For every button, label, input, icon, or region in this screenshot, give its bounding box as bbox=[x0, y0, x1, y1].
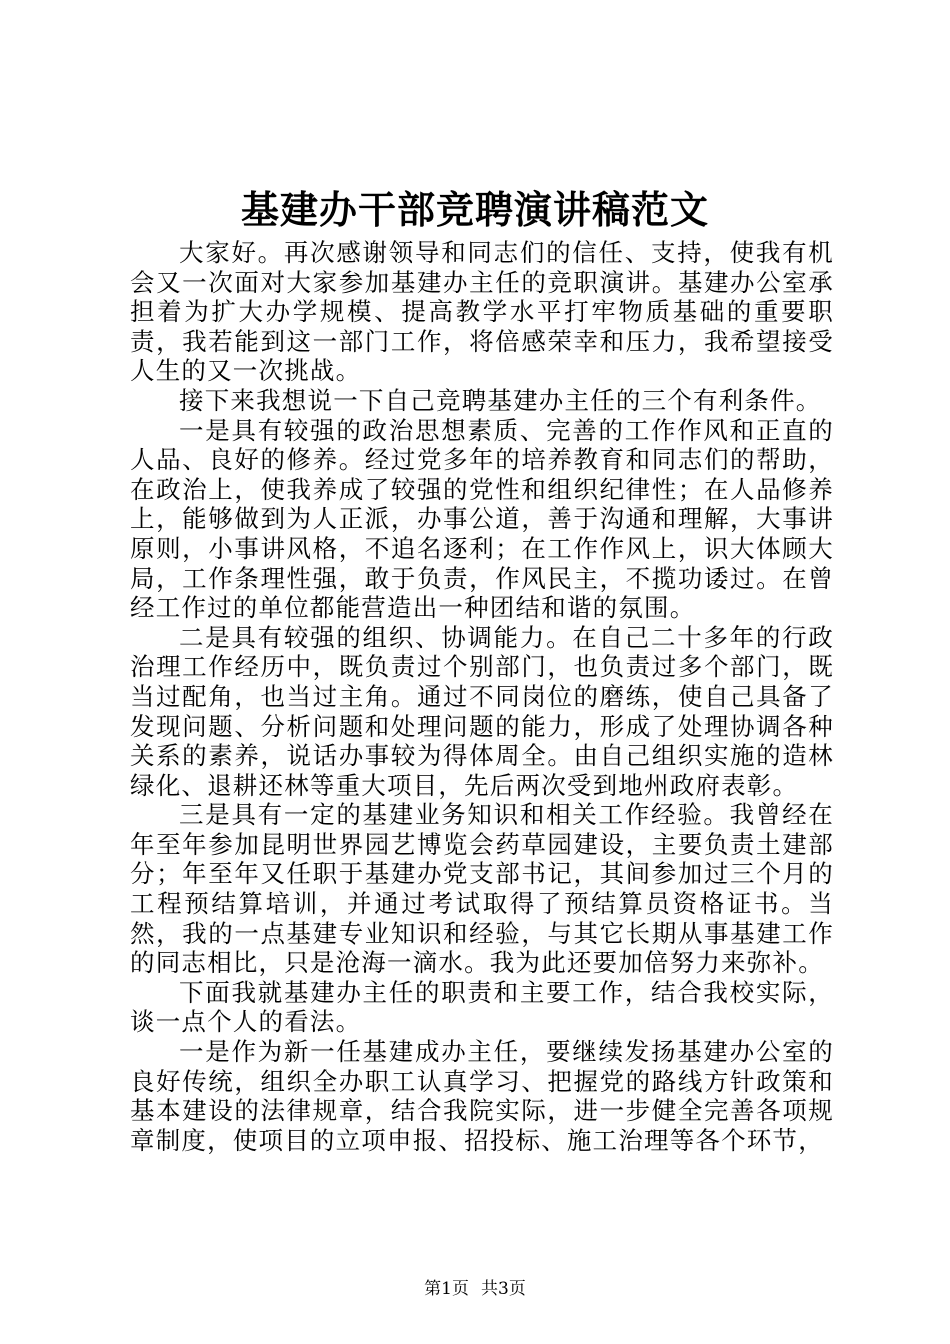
paragraph-greeting: 大家好。再次感谢领导和同志们的信任、支持，使我有机会又一次面对大家参加基建办主任的竞职演讲。基建办公室承担着为扩大办学规模、提高教学水平打牢物质基础的重要职责，我若能到这一部门工作，将倍感荣幸和压力，我希望接受人生的又一次挑战。 bbox=[130, 238, 834, 386]
paragraph-condition-three: 三是具有一定的基建业务知识和相关工作经验。我曾经在年至年参加昆明世界园艺博览会药草园建设，主要负责土建部分；年至年又任职于基建办党支部书记，其间参加过三个月的工程预结算培训，并通过考试取得了预结算员资格证书。当然，我的一点基建专业知识和经验，与其它长期从事基建工作的同志相比，只是沧海一滴水。我为此还要加倍努力来弥补。 bbox=[130, 800, 834, 978]
paragraph-condition-one: 一是具有较强的政治思想素质、完善的工作作风和正直的人品、良好的修养。经过党多年的培养教育和同志们的帮助，在政治上，使我养成了较强的党性和组织纪律性；在人品修养上，能够做到为人正派，办事公道，善于沟通和理解，大事讲原则，小事讲风格，不追名逐利；在工作作风上，识大体顾大局，工作条理性强，敢于负责，作风民主，不揽功诿过。在曾经工作过的单位都能营造出一种团结和谐的氛围。 bbox=[130, 415, 834, 623]
paragraph-duty-one: 一是作为新一任基建成办主任，要继续发扬基建办公室的良好传统，组织全办职工认真学习、把握党的路线方针政策和基本建设的法律规章，结合我院实际，进一步健全完善各项规章制度，使项目的立项申报、招投标、施工治理等各个环节， bbox=[130, 1037, 834, 1155]
document-body bbox=[130, 238, 834, 1155]
paragraph-duties-intro: 下面我就基建办主任的职责和主要工作，结合我校实际，谈一点个人的看法。 bbox=[130, 977, 834, 1037]
paragraph-condition-two: 二是具有较强的组织、协调能力。在自己二十多年的行政治理工作经历中，既负责过个别部门，也负责过多个部门，既当过配角，也当过主角。通过不同岗位的磨练，使自己具备了发现问题、分析问题和处理问题的能力，形成了处理协调各种关系的素养，说话办事较为得体周全。由自己组织实施的造林绿化、退耕还林等重大项目，先后两次受到地州政府表彰。 bbox=[130, 622, 834, 800]
page-number: 第1页 bbox=[424, 1279, 469, 1299]
paragraph-transition: 接下来我想说一下自己竞聘基建办主任的三个有利条件。 bbox=[179, 385, 822, 415]
page-footer bbox=[0, 1277, 950, 1301]
page-total: 共3页 bbox=[481, 1279, 526, 1299]
document-title: 基建办干部竞聘演讲稿范文 bbox=[240, 187, 709, 232]
